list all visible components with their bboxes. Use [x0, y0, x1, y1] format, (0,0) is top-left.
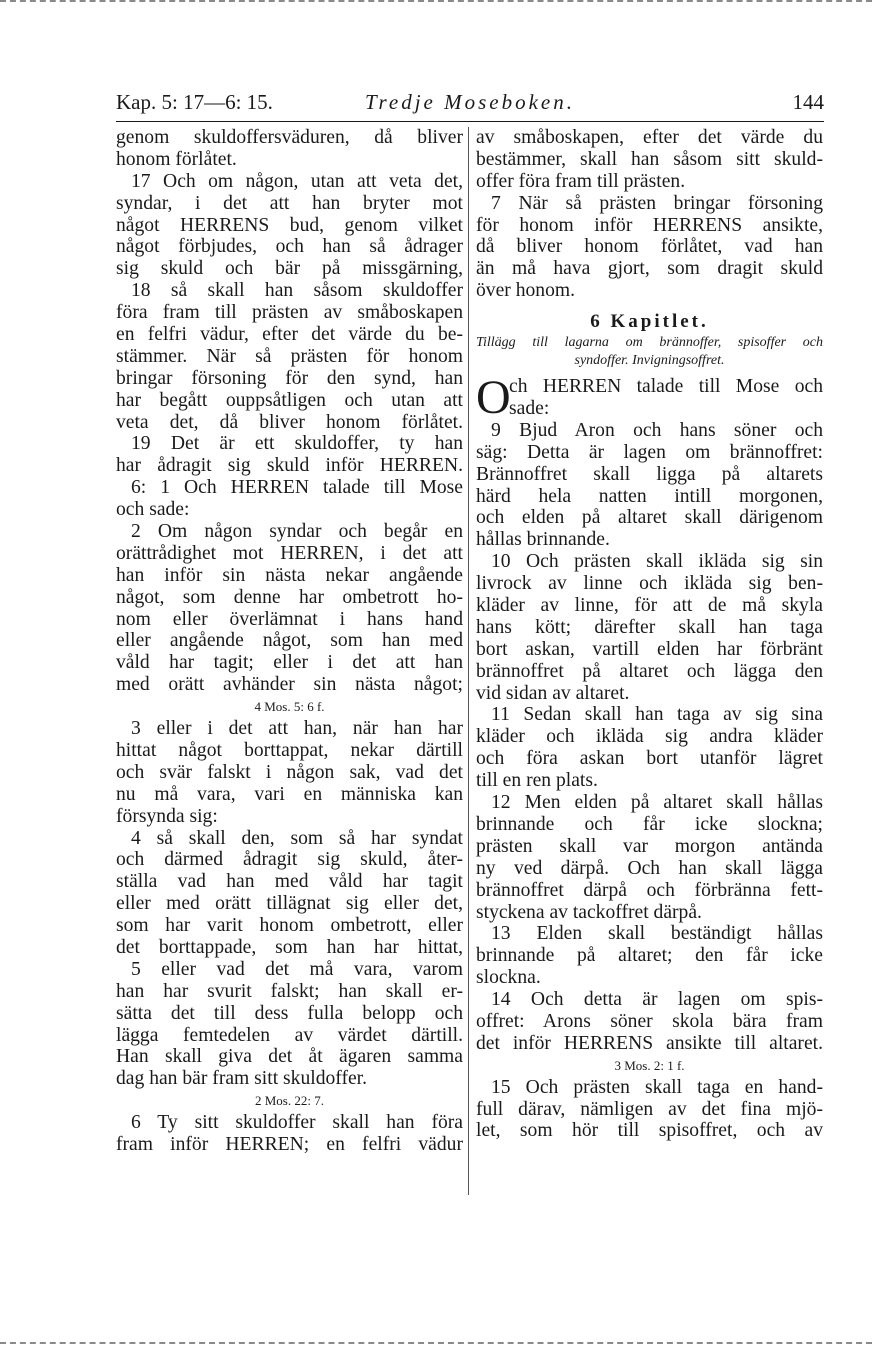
cross-reference: 2 Mos. 22: 7.	[255, 1093, 324, 1109]
text-line: har ådragit sig skuld inför HERREN.	[116, 455, 463, 477]
text-line: prästen skall var morgon antända	[476, 835, 823, 857]
verse-17: 17 Och om någon, utan att veta det,	[131, 170, 463, 192]
chapter-heading: 6 Kapitlet.	[590, 311, 709, 333]
left-column	[116, 127, 463, 1156]
text-line: härd hela natten intill morgonen,	[476, 485, 823, 507]
text-line: dag han bär fram sitt skuldoffer.	[116, 1068, 368, 1090]
text-line: det borttappade, som han har hittat,	[116, 936, 463, 958]
text-line: något förbjudes, och han så ådrager	[116, 236, 463, 258]
text-line: honom förlåtet.	[116, 148, 237, 170]
text-line: han har svurit falskt; han skall er-	[116, 980, 463, 1002]
text-line: och elden på altaret skall därigenom	[476, 507, 823, 529]
text-line: bestämmer, skall han såsom sitt skuld-	[476, 148, 823, 170]
text-line: föra fram till prästen av småboskapen	[116, 302, 463, 324]
text-line: stämmer. När så prästen för honom	[116, 345, 463, 367]
text-line: som har varit honom ombetrott, eller	[116, 915, 463, 937]
text-line: något HERRENS bud, genom vilket	[116, 214, 463, 236]
text-line: styckena av tackoffret därpå.	[476, 901, 702, 923]
text-line: ställa vad han med våld har tagit	[116, 871, 463, 893]
text-line: hittat något borttappat, nekar därtill	[116, 739, 463, 761]
text-line: brinnande och får icke slockna;	[476, 813, 823, 835]
drop-cap: O	[476, 371, 511, 425]
text-line: brännoffret på altaret och lägga den	[476, 660, 823, 682]
text-line: sig skuld och bär på missgärning,	[116, 258, 463, 280]
text-line: offer föra fram till prästen.	[476, 170, 686, 192]
verse-4: 4 så skall den, som så har syndat	[131, 827, 463, 849]
text-line: nu må vara, vari en människa kan	[116, 783, 463, 805]
verse-6: 6 Ty sitt skuldoffer skall han föra	[131, 1112, 463, 1134]
verse-11: 11 Sedan skall han taga av sig sina	[491, 704, 823, 726]
cross-reference: 4 Mos. 5: 6 f.	[254, 699, 325, 715]
text-line: med orätt avhänder sin nästa något;	[116, 674, 463, 696]
text-line: och svär falskt i någon sak, vad det	[116, 761, 463, 783]
text-line: försynda sig:	[116, 805, 218, 827]
text-line: brinnande på altaret; den får icke	[476, 945, 823, 967]
text-line: ny ved därpå. Och han skall lägga	[476, 857, 823, 879]
text-line: genom skuldoffersväduren, då bliver	[116, 127, 463, 148]
text-line: en felfri vädur, efter det värde du be-	[116, 324, 463, 346]
page-number: 144	[792, 90, 824, 114]
text-line: let, som hör till spisoffret, och av	[476, 1120, 823, 1142]
page-header	[116, 86, 824, 120]
text-line: har begått ouppsåtligen och utan att	[116, 389, 463, 411]
text-line: något, som denne har ombetrott ho-	[116, 586, 463, 608]
text-line: hållas brinnande.	[476, 529, 610, 551]
text-line: Brännoffret skall ligga på altarets	[476, 463, 823, 485]
verse-18: 18 så skall han såsom skuldoffer	[131, 280, 463, 302]
text-line: för honom inför HERRENS ansikte,	[476, 214, 823, 236]
verse-2: 2 Om någon syndar och begår en	[131, 521, 463, 543]
text-line: eller med orätt tillägnat sig eller det,	[116, 893, 463, 915]
text-line: han inför sin nästa nekar angående	[116, 564, 463, 586]
verse-10: 10 Och prästen skall ikläda sig sin	[491, 551, 823, 573]
cross-reference: 3 Mos. 2: 1 f.	[614, 1057, 685, 1073]
book-title: Tredje Moseboken.	[364, 90, 576, 114]
text-line: fram inför HERREN; en felfri vädur	[116, 1133, 463, 1155]
text-line: och därmed ådragit sig skuld, åter-	[116, 849, 463, 871]
text-line: våld har tagit; eller i det att han	[116, 652, 463, 674]
verse-19: 19 Det är ett skuldoffer, ty han	[131, 433, 463, 455]
chapter-range: Kap. 5: 17—6: 15.	[116, 90, 273, 114]
text-line: och föra askan bort utanför lägret	[476, 748, 823, 770]
text-line: och sade:	[116, 499, 190, 521]
verse-7: 7 När så prästen bringar försoning	[491, 192, 823, 214]
chapter-opening	[476, 371, 823, 425]
verse-3: 3 eller i det att han, när han har	[131, 718, 463, 740]
text-line: bort askan, vartill elden har förbränt	[476, 638, 823, 660]
chapter-summary: Tillägg till lagarna om brännoffer, spisoffer och	[476, 335, 823, 351]
text-line: då bliver honom förlåtet, vad han	[476, 236, 823, 258]
verse-9: 9 Bjud Aron och hans söner och	[491, 419, 823, 441]
text-line: orättrådighet mot HERREN, i det att	[116, 542, 463, 564]
text-line: vid sidan av altaret.	[476, 682, 630, 704]
top-edge	[0, 0, 872, 2]
text-line: sätta det till dess fulla belopp och	[116, 1002, 463, 1024]
text-line: kläder av linne, för att de må skyla	[476, 595, 823, 617]
right-column	[476, 127, 823, 1142]
text-line: syndar, i det att han bryter mot	[116, 192, 463, 214]
column-divider	[468, 127, 469, 1195]
text-line: hans kött; därefter skall han taga	[476, 616, 823, 638]
text-line: offret: Arons söner skola bära fram	[476, 1010, 823, 1032]
text-line: än må hava gjort, som dragit skuld	[476, 258, 823, 280]
text-line: full därav, nämligen av det fina mjö-	[476, 1098, 823, 1120]
verse-5: 5 eller vad det må vara, varom	[131, 958, 463, 980]
bottom-edge	[0, 1342, 872, 1344]
text-line: kläder och ikläda sig andra kläder	[476, 726, 823, 748]
text-line: slockna.	[476, 967, 541, 989]
text-line: brännoffret därpå och förbränna fett-	[476, 879, 823, 901]
text-line: livrock av linne och ikläda sig ben-	[476, 573, 823, 595]
text-line: säg: Detta är lagen om brännoffret:	[476, 441, 823, 463]
text-line: ch HERREN talade till Mose och	[509, 376, 823, 398]
verse-6-1: 6: 1 Och HERREN talade till Mose	[131, 477, 463, 499]
chapter-summary: syndoffer. Invigningsoffret.	[574, 353, 725, 369]
text-line: eller angående något, som han med	[116, 630, 463, 652]
text-line: det inför HERRENS ansikte till altaret.	[476, 1032, 823, 1054]
text-line: av småboskapen, efter det värde du	[476, 127, 823, 148]
text-line: bringar försoning för den synd, han	[116, 367, 463, 389]
verse-15: 15 Och prästen skall taga en hand-	[491, 1076, 823, 1098]
text-line: sade:	[509, 398, 550, 420]
text-line: Han skall giva det åt ägaren samma	[116, 1046, 463, 1068]
text-line: lägga femtedelen av värdet därtill.	[116, 1024, 463, 1046]
verse-12: 12 Men elden på altaret skall hållas	[491, 792, 823, 814]
text-line: nom eller överlämnat i hans hand	[116, 608, 463, 630]
verse-14: 14 Och detta är lagen om spis-	[491, 989, 823, 1011]
verse-13: 13 Elden skall beständigt hållas	[491, 923, 823, 945]
text-line: till en ren plats.	[476, 770, 598, 792]
text-line: över honom.	[476, 280, 576, 302]
text-line: veta det, då bliver honom förlåtet.	[116, 411, 463, 433]
header-rule	[116, 121, 824, 122]
